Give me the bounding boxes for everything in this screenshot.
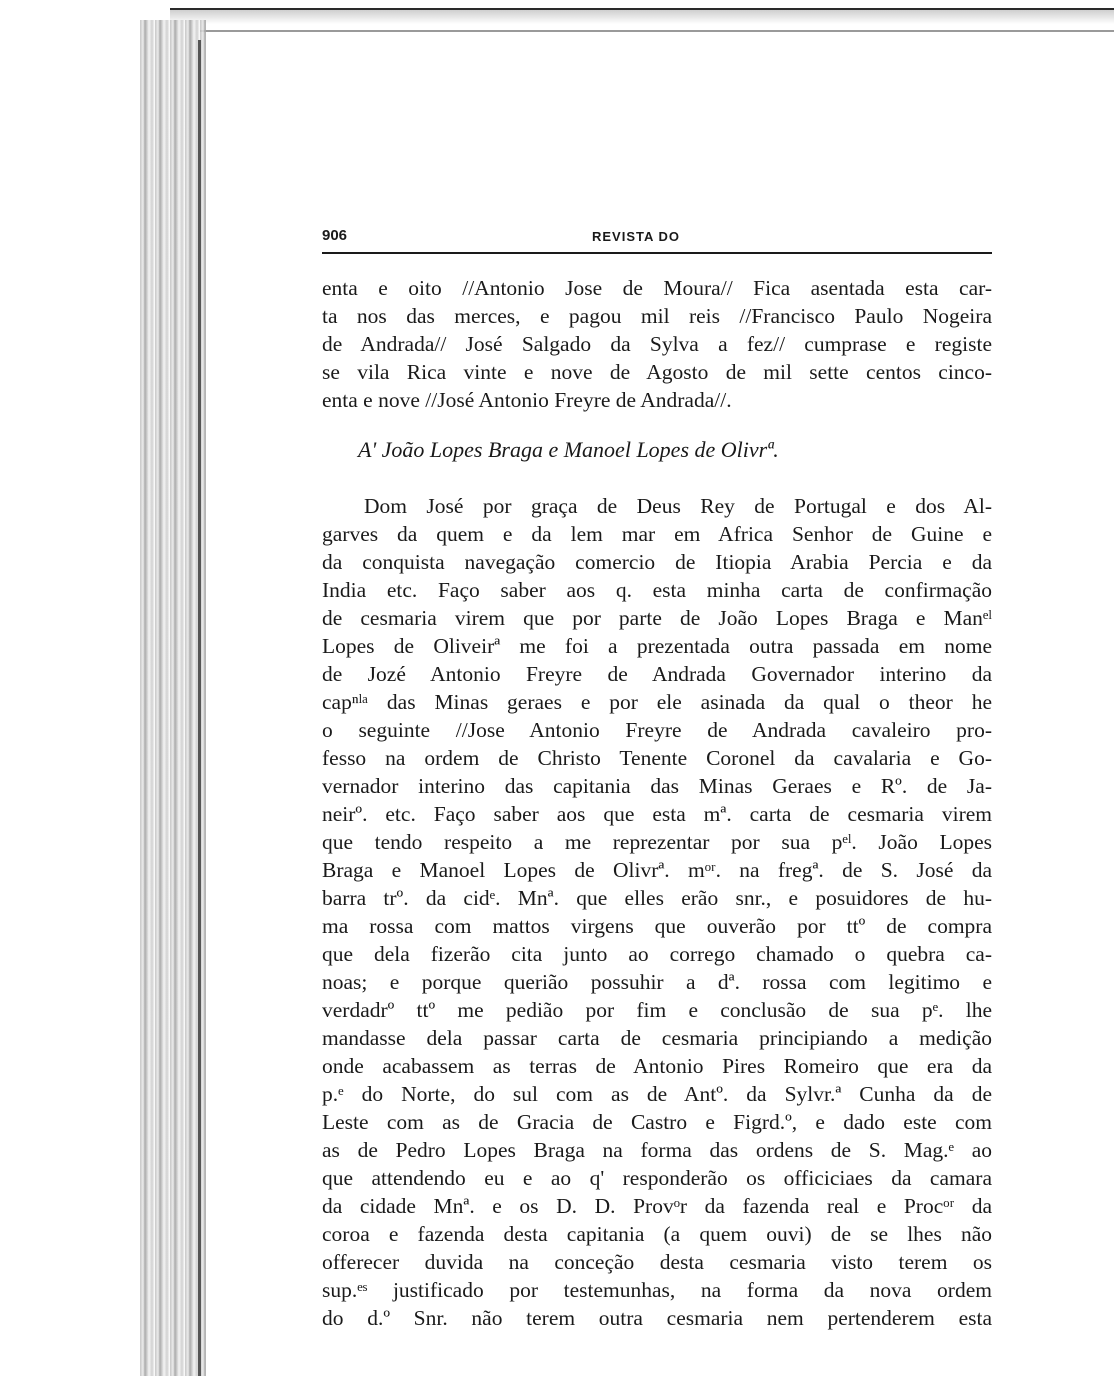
- text-line: mandasse dela passar carta de cesmaria principiando a medição: [322, 1026, 992, 1050]
- text-line: vernador interino das capitania das Minas Geraes e Rº. de Ja-: [322, 774, 992, 798]
- text-line: ta nos das merces, e pagou mil reis //Francisco Paulo Nogeira: [322, 304, 992, 328]
- text-line: onde acabassem as terras de Antonio Pires Romeiro que era da: [322, 1054, 992, 1078]
- text-line: India etc. Faço saber aos q. esta minha carta de confirmação: [322, 578, 992, 602]
- text-line: Lopes de Oliveirª me foi a prezentada outra passada em nome: [322, 634, 992, 658]
- text-line: da conquista navegação comercio de Itiopia Arabia Percia e da: [322, 550, 992, 574]
- text-line: offerecer duvida na conceção desta cesmaria visto terem os: [322, 1250, 992, 1274]
- text-line: de Andrada// José Salgado da Sylva a fez// cumprase e registe: [322, 332, 992, 356]
- text-line: Leste com as de Gracia de Castro e Figrd.º, e dado este com: [322, 1110, 992, 1134]
- paragraph-continuation: [322, 274, 992, 414]
- text-line: de cesmaria virem que por parte de João Lopes Braga e Manᵉˡ: [322, 606, 992, 630]
- text-line: ma rossa com mattos virgens que ouverão por ttº de compra: [322, 914, 992, 938]
- page-number: 906: [322, 227, 348, 244]
- text-line: que attendendo eu e ao q' responderão os officiciaes da camara: [322, 1166, 992, 1190]
- text-line: barra trº. da cidᵉ. Mnª. que elles erão snr., e posuidores de hu-: [322, 886, 992, 910]
- text-line: o seguinte //Jose Antonio Freyre de Andrada cavaleiro pro-: [322, 718, 992, 742]
- text-line: que tendo respeito a me reprezentar por sua pᵉˡ. João Lopes: [322, 830, 992, 854]
- book-binding-shadow: [140, 20, 206, 1376]
- paragraph-charter: [322, 492, 992, 1332]
- text-line: da cidade Mnª. e os D. D. Provᵒr da fazenda real e Procᵒʳ da: [322, 1194, 992, 1218]
- text-line: verdadrº ttº me pedião por fim e conclusão de sua pᵉ. lhe: [322, 998, 992, 1022]
- text-line: Braga e Manoel Lopes de Olivrª. mᵒʳ. na fregª. de S. José da: [322, 858, 992, 882]
- text-line: que dela fizerão cita junto ao corrego chamado o quebra ca-: [322, 942, 992, 966]
- text-line: de Jozé Antonio Freyre de Andrada Governador interino da: [322, 662, 992, 686]
- scan-top-edge: [170, 8, 1114, 24]
- text-line: as de Pedro Lopes Braga na forma das ordens de S. Mag.ᵉ ao: [322, 1138, 992, 1162]
- text-line: Dom José por graça de Deus Rey de Portugal e dos Al-: [364, 494, 992, 518]
- text-line: coroa e fazenda desta capitania (a quem ouvi) de se lhes não: [322, 1222, 992, 1246]
- text-line: capⁿˡᵃ das Minas geraes e por ele asinada da qual o theor he: [322, 690, 992, 714]
- text-line: enta e oito //Antonio Jose de Moura// Fica asentada esta car-: [322, 276, 992, 300]
- text-line: fesso na ordem de Christo Tenente Coronel da cavalaria e Go-: [322, 746, 992, 770]
- page-content: [322, 222, 992, 1332]
- text-line: noas; e porque querião possuhir a dª. rossa com legitimo e: [322, 970, 992, 994]
- text-line: garves da quem e da lem mar em Africa Senhor de Guine e: [322, 522, 992, 546]
- running-head-title: REVISTA DO: [592, 229, 681, 244]
- text-line: do d.º Snr. não terem outra cesmaria nem pertenderem esta: [322, 1306, 992, 1330]
- page-edge-line: [198, 40, 201, 1376]
- text-line: neirº. etc. Faço saber aos que esta mª. carta de cesmaria virem: [322, 802, 992, 826]
- text-line: se vila Rica vinte e nove de Agosto de mil sette centos cinco-: [322, 360, 992, 384]
- section-heading: A' João Lopes Braga e Manoel Lopes de Olivrª.: [358, 437, 779, 462]
- running-head: [322, 222, 992, 254]
- scan-top-line: [200, 30, 1114, 32]
- text-line: p.ᵉ do Norte, do sul com as de Antº. da Sylvr.ª Cunha da de: [322, 1082, 992, 1106]
- text-line: sup.ᵉˢ justificado por testemunhas, na forma da nova ordem: [322, 1278, 992, 1302]
- text-line: enta e nove //José Antonio Freyre de Andrada//.: [322, 388, 732, 412]
